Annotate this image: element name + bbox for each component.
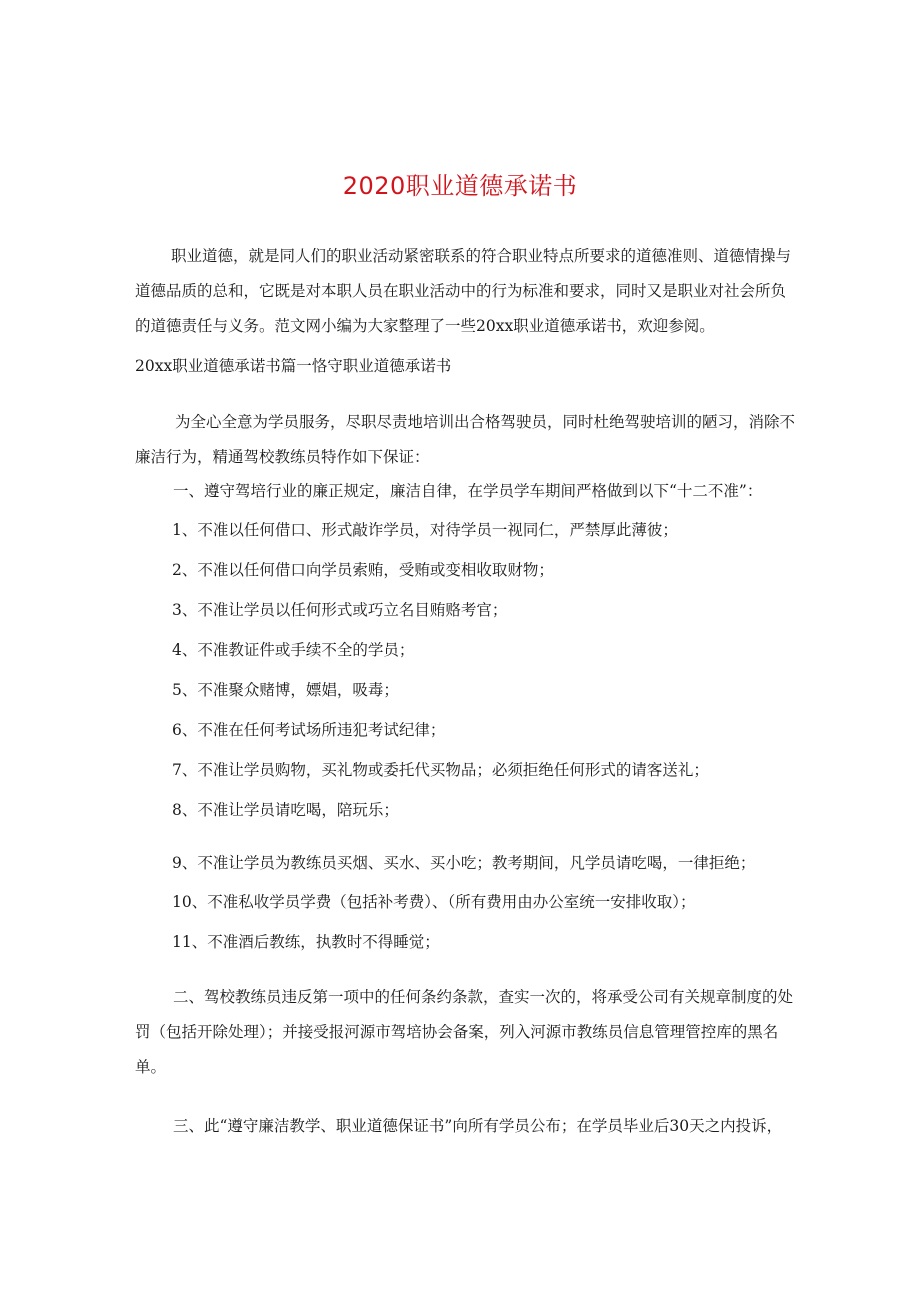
rule-item: 2、不准以任何借口向学员索贿，受贿或变相收取财物； — [172, 561, 554, 579]
intro-paragraph — [135, 239, 791, 344]
rule-item: 10、不准私收学员学费（包括补考费）、（所有费用由办公室统一安排收取）； — [172, 893, 696, 911]
point-two-line: 二、驾校教练员违反第一项中的任何条约条款，查实一次的，将承受公司有关规章制度的处 — [173, 988, 794, 1006]
rule-item: 6、不准在任何考试场所违犯考试纪律； — [172, 721, 446, 739]
point-two-paragraph — [135, 980, 793, 1085]
point-two-line: 罚（包括开除处理）；并接受报河源市驾培协会备案，列入河源市教练员信息管理管控库的黑名 — [135, 1023, 779, 1041]
pledge-paragraph — [135, 405, 795, 475]
pledge-line: 廉洁行为，精通驾校教练员特作如下保证： — [135, 448, 430, 466]
rule-item: 11、不准酒后教练，执教时不得睡觉； — [172, 933, 440, 951]
rule-item: 1、不准以任何借口、形式敲诈学员，对待学员一视同仁，严禁厚此薄彼； — [172, 521, 678, 539]
pledge-line: 为全心全意为学员服务，尽职尽责地培训出合格驾驶员，同时杜绝驾驶培训的陋习，消除不 — [175, 413, 796, 431]
intro-line: 道德品质的总和，它既是对本职人员在职业活动中的行为标准和要求，同时又是职业对社会所负 — [135, 282, 787, 300]
rule-item: 4、不准教证件或手续不全的学员； — [172, 641, 415, 659]
rule-item: 8、不准让学员请吃喝，陪玩乐； — [172, 801, 399, 819]
point-three: 三、此“遵守廉洁教学、职业道德保证书”向所有学员公布；在学员毕业后30天之内投诉， — [173, 1117, 783, 1135]
intro-line: 职业道德，就是同人们的职业活动紧密联系的符合职业特点所要求的道德准则、道德情操与 — [171, 247, 792, 265]
intro-line: 的道德责任与义务。范文网小编为大家整理了一些20xx职业道德承诺书，欢迎参阅。 — [135, 317, 715, 335]
rule-item: 5、不准聚众赌博，嫖娼，吸毒； — [172, 681, 399, 699]
point-two-line: 单。 — [135, 1058, 167, 1076]
rule-item: 9、不准让学员为教练员买烟、买水、买小吃；教考期间，凡学员请吃喝，一律拒绝； — [172, 854, 756, 872]
point-one: 一、遵守驾培行业的廉正规定，廉洁自律，在学员学车期间严格做到以下“十二不准”： — [173, 482, 763, 500]
rule-item: 3、不准让学员以任何形式或巧立名目贿赂考官； — [172, 601, 508, 619]
rule-item: 7、不准让学员购物，买礼物或委托代买物品；必须拒绝任何形式的请客送礼； — [172, 761, 709, 779]
section-heading: 20xx职业道德承诺书篇一恪守职业道德承诺书 — [135, 357, 452, 375]
document-title: 2020职业道德承诺书 — [342, 172, 578, 200]
